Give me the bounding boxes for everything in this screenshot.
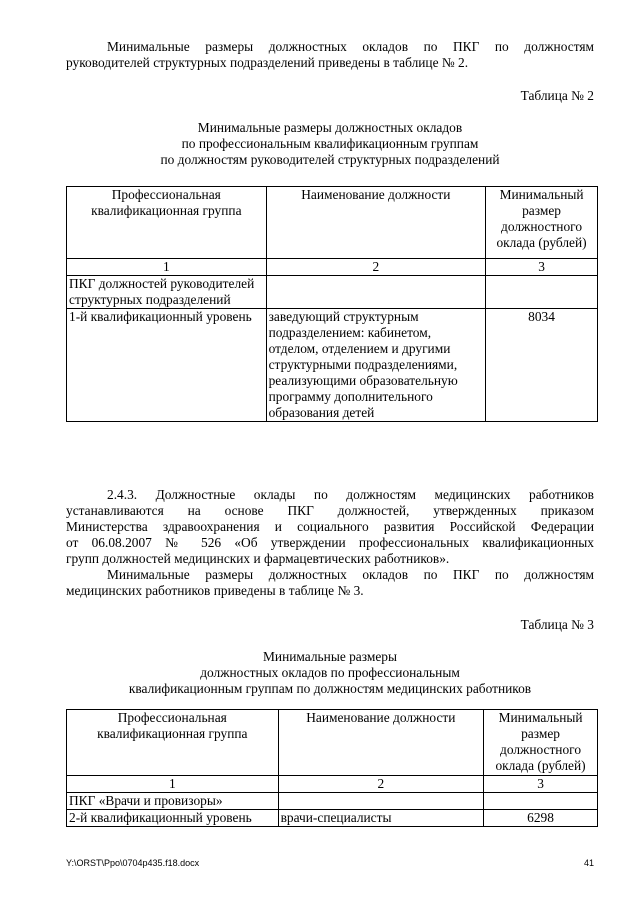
column-number-row: 1 2 3: [67, 776, 598, 793]
table-row: 2-й квалификационный уровень врачи-специалисты 6298: [67, 810, 598, 827]
table-3: [66, 709, 598, 827]
header-cell: Профессиональная квалификационная группа: [67, 710, 279, 776]
table-group-row: ПКГ должностей руководителей структурных подразделений: [67, 276, 598, 309]
intro-paragraph: Минимальные размеры должностных окладов по ПКГ по должностям руководителей структурных подразделений приведены в таблице № 2.: [66, 39, 594, 70]
table-2: [66, 186, 598, 422]
header-cell: Минимальный размер должностного оклада (рублей): [486, 187, 598, 259]
table3-label: Таблица № 3: [520, 617, 594, 632]
footer-file-path: Y:\ORST\Ppo\0704p435.f18.docx: [66, 858, 200, 868]
header-cell: Наименование должности: [266, 187, 485, 259]
section-2-4-3: 2.4.3. Должностные оклады по должностям медицинских работников устанавливаются на основе ПКГ должностей, утвержденных приказом Министерства здравоохранения и социального развития Российской Федерации от 06.08.2007 № 526 «Об утверждении профессиональных квалификационных групп должностей медицинских и фармацевтических работников». Минимальные размеры должностных окладов по ПКГ по должностям медицинских работников приведены в таблице № 3.: [66, 487, 594, 598]
header-cell: Профессиональная квалификационная группа: [67, 187, 267, 259]
table-row: 1-й квалификационный уровень заведующий структурным подразделением: кабинетом, отделом, отделением и другими структурными подразделениями, реализующими образовательную программу дополнительного образования детей 8034: [67, 309, 598, 422]
table-header-row: [67, 710, 598, 776]
table-header-row: [67, 187, 598, 259]
header-cell: Минимальный размер должностного оклада (рублей): [484, 710, 598, 776]
table3-title: Минимальные размеры должностных окладов по профессиональным квалификационным группам по должностям медицинских работников: [128, 649, 532, 696]
header-cell: Наименование должности: [278, 710, 484, 776]
table2-label: Таблица № 2: [520, 88, 594, 103]
page-number: 41: [583, 858, 594, 868]
column-number-row: 1 2 3: [67, 259, 598, 276]
table-group-row: ПКГ «Врачи и провизоры»: [67, 793, 598, 810]
table2-title: Минимальные размеры должностных окладов по профессиональным квалификационным группам по должностям руководителей структурных подразделений: [160, 120, 500, 167]
